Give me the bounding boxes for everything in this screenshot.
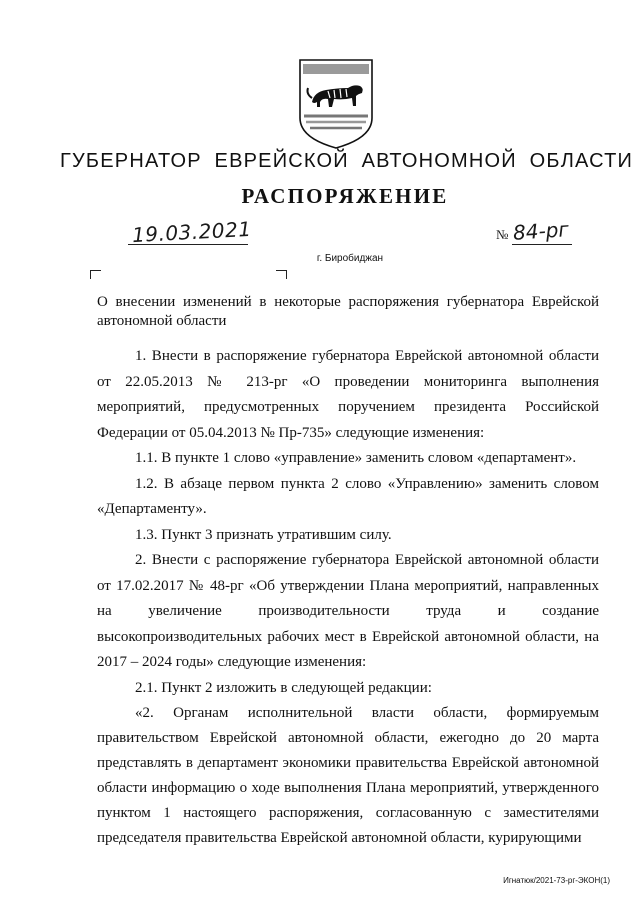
document-body — [97, 344, 599, 851]
coat-of-arms-tiger-icon — [298, 58, 374, 150]
paragraph-quoted-2: «2. Органам исполнительной власти области, формируемым правительством Еврейской автономной области, ежегодно до 20 марта представлять в департамент экономики правительства Еврейской автономной области информацию о ходе выполнения Плана мероприятий, утвержденного пунктом 1 настоящего распоряжения, согласованную с заместителями председателя правительства Еврейской автономной области, курирующими — [97, 705, 599, 846]
handwritten-date: 19.03.2021 — [131, 216, 253, 248]
date-underline — [128, 244, 248, 245]
paragraph-1: 1. Внести в распоряжение губернатора Еврейской автономной области от 22.05.2013 № 213-рг «О проведении мониторинга выполнения мероприятий, предусмотренных поручением президента Российской Федерации от 05.04.2013 № Пр-735» следующие изменения: — [97, 348, 599, 441]
handwritten-number: 84-рг — [512, 217, 570, 245]
paragraph-1-3: 1.3. Пункт 3 признать утратившим силу. — [135, 526, 392, 543]
number-label: № — [496, 227, 509, 242]
authority-title: ГУБЕРНАТОР ЕВРЕЙСКОЙ АВТОНОМНОЙ ОБЛАСТИ — [60, 150, 634, 172]
footer-document-code: Игнатюк/2021-73-рг-ЭКОН(1) — [503, 876, 610, 885]
paragraph-2-1: 2.1. Пункт 2 изложить в следующей редакции: — [135, 679, 432, 696]
paragraph-1-2: 1.2. В абзаце первом пункта 2 слово «Управлению» заменить словом «Департаменту». — [97, 475, 599, 517]
number-underline — [512, 244, 572, 245]
paragraph-2: 2. Внести с распоряжение губернатора Еврейской автономной области от 17.02.2017 № 48-рг «Об утверждении Плана мероприятий, направленных на увеличение производительности труда и создание высокопроизводительных рабочих мест в Еврейской автономной области, на 2017 – 2024 годы» следующие изменения: — [97, 552, 599, 670]
document-type: РАСПОРЯЖЕНИЕ — [241, 184, 449, 208]
city-label: г. Биробиджан — [316, 253, 384, 264]
paragraph-1-1: 1.1. В пункте 1 слово «управление» заменить словом «департамент». — [135, 450, 577, 466]
document-subject: О внесении изменений в некоторые распоряжения губернатора Еврейской автономной области — [97, 294, 599, 329]
subject-corner-left — [90, 270, 101, 279]
subject-corner-right — [276, 270, 287, 279]
